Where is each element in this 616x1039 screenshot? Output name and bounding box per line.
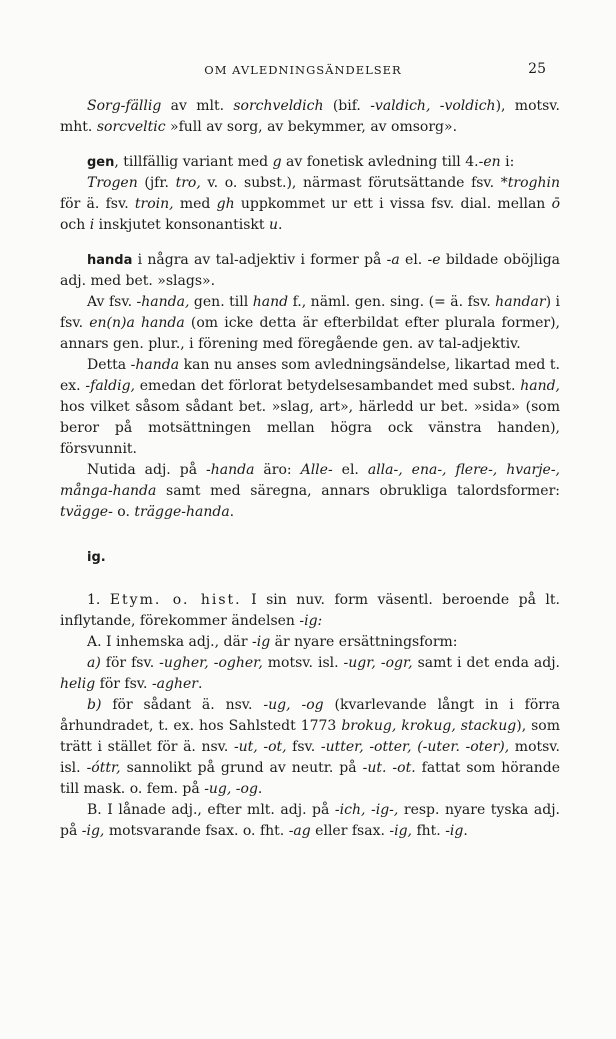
text: (om icke detta är efterbildat efter plurala former), annars gen. plur., i förening med föregående gen. av tal-adjektiv.: [60, 315, 560, 352]
text: för fsv.: [95, 676, 152, 692]
text: ), som trätt i stället för ä. nsv.: [60, 718, 561, 755]
term: -en: [478, 154, 501, 170]
text: gen. till: [189, 294, 253, 310]
paragraph-handa-suffix: [60, 355, 560, 460]
text: sannolikt på grund av neutr. på: [120, 760, 363, 776]
text: i:: [500, 154, 515, 170]
text: inskjutet konsonantiskt: [94, 217, 269, 233]
text: hos vilket såsom sådant bet. »slag, art», härledd ur bet. »sida» (som beror på motsättningen mellan högra ock vänstra handen), försvunnit.: [60, 399, 560, 457]
headword: handa: [87, 253, 133, 268]
term: -ag: [288, 823, 311, 839]
headword: ig.: [87, 550, 106, 565]
term: Trogen: [87, 175, 138, 191]
text: och: [60, 217, 90, 233]
term: tro,: [175, 175, 201, 191]
text: Nutida adj. på: [87, 462, 207, 478]
text: el.: [332, 462, 368, 478]
text: Av fsv.: [87, 294, 137, 310]
paragraph-ig-a-b: [60, 695, 560, 800]
text: .: [257, 781, 263, 797]
term: -ig:: [299, 613, 323, 629]
term: Sorg-fällig: [87, 98, 162, 114]
term: sorcveltic: [96, 119, 166, 135]
term: -agher: [151, 676, 198, 692]
term: u: [268, 217, 278, 233]
paragraph-ig-a: [60, 632, 560, 653]
paragraph-sorg-fallig: [60, 96, 560, 138]
text: , tillfällig variant med: [114, 154, 273, 170]
term: -valdich, -voldich: [370, 98, 496, 114]
text: för sådant ä. nsv.: [101, 697, 264, 713]
text: Detta: [87, 357, 131, 373]
text: el.: [399, 252, 428, 268]
term: a): [87, 655, 101, 671]
term: b): [87, 697, 102, 713]
text: fattat som hörande till mask. o. fem. på: [60, 760, 560, 797]
text: för ä. fsv.: [60, 196, 135, 212]
term: troin,: [134, 196, 174, 212]
term: handar: [495, 294, 546, 310]
text: motsv. isl.: [262, 655, 344, 671]
term: -ug, -og: [204, 781, 258, 797]
entry-gen: [60, 152, 560, 236]
running-header: [60, 63, 546, 77]
text: motsv. isl.: [60, 739, 561, 776]
term: tvägge-: [60, 504, 113, 520]
text: »full av sorg, av bekymmer, av omsorg».: [165, 119, 458, 135]
term: -e: [427, 252, 441, 268]
text: .: [229, 504, 235, 520]
term: brokug, krokug, stackug: [341, 718, 517, 734]
text: .: [278, 217, 283, 233]
headword: gen: [87, 155, 115, 170]
spaced-heading: Etym. o. hist.: [109, 592, 242, 608]
paragraph-handa-etym: [60, 292, 560, 355]
term: hand,: [520, 378, 560, 394]
term: -ig: [251, 634, 271, 650]
term: -faldig,: [85, 378, 135, 394]
text: av fonetisk avledning till 4.: [281, 154, 479, 170]
term: -ut, -ot,: [233, 739, 287, 755]
text: motsvarande fsax. o. fht.: [104, 823, 289, 839]
term: -ugr, -ogr,: [343, 655, 413, 671]
text: B. I lånade adj., efter mlt. adj. på: [87, 802, 335, 818]
term: -óttr,: [86, 760, 121, 776]
text: fsv.: [286, 739, 321, 755]
term: -ig,: [81, 823, 105, 839]
term: -ig,: [389, 823, 412, 839]
term: alla-, ena-, flere-, hvarje-, många-handa: [60, 462, 561, 499]
text: f., näml. gen. sing. (= ä. fsv.: [288, 294, 496, 310]
entry-ig-heading: [60, 547, 560, 568]
term: -ut. -ot.: [362, 760, 416, 776]
text: kan nu anses som avledningsändelse, likartad med t. ex.: [60, 357, 560, 394]
term: i: [89, 217, 95, 233]
text: ) i fsv.: [60, 294, 561, 331]
text: v. o. subst.), närmast förutsättande fsv.: [200, 175, 501, 191]
page-body: [60, 96, 560, 842]
text: bildade oböjliga adj. med bet. »slags».: [60, 252, 561, 289]
term: g: [272, 154, 282, 170]
text: o.: [112, 504, 135, 520]
text: resp. nyare tyska adj. på: [60, 802, 560, 839]
text: för fsv.: [100, 655, 160, 671]
page-number: 25: [528, 61, 546, 77]
text: av mlt.: [161, 98, 234, 114]
term: en(n)a handa: [89, 315, 185, 331]
term: *troghin: [500, 175, 560, 191]
header-title: OM AVLEDNINGSÄNDELSER: [204, 63, 402, 77]
text: fht.: [412, 823, 446, 839]
term: -handa: [130, 357, 180, 373]
term: hand: [252, 294, 289, 310]
paragraph-ig-b: [60, 800, 560, 842]
text: .: [463, 823, 468, 839]
text: med: [173, 196, 217, 212]
paragraph-handa-modern: [60, 460, 560, 523]
text: (kvarlevande långt in i förra århundradet, t. ex. hos Sahlstedt 1773: [60, 697, 561, 734]
term: -ugher, -ogher,: [159, 655, 263, 671]
term: -utter, -otter, (-uter. -oter),: [320, 739, 510, 755]
text: 1.: [87, 592, 110, 608]
term: trägge-handa: [134, 504, 230, 520]
term: -ich, -ig-,: [334, 802, 399, 818]
term: ō: [551, 196, 560, 212]
term: -ig: [445, 823, 464, 839]
entry-handa: [60, 250, 560, 292]
text: äro:: [254, 462, 301, 478]
paragraph-ig-etym: [60, 590, 560, 632]
text: är nyare ersättningsform:: [270, 634, 458, 650]
text: uppkommet ur ett i vissa fsv. dial. mellan: [234, 196, 552, 212]
text: A. I inhemska adj., där: [87, 634, 252, 650]
term: gh: [216, 196, 235, 212]
text: i några av tal-adjektiv i former på: [132, 252, 387, 268]
text: samt i det enda adj.: [412, 655, 561, 671]
term: -ug, -og: [263, 697, 324, 713]
term: -handa,: [136, 294, 190, 310]
text: (jfr.: [137, 175, 176, 191]
text: eller fsax.: [310, 823, 390, 839]
term: Alle-: [300, 462, 333, 478]
term: -handa: [206, 462, 255, 478]
text: emedan det förlorat betydelsesambandet med subst.: [135, 378, 521, 394]
text: ), motsv. mht.: [60, 98, 561, 135]
paragraph-ig-a-a: [60, 653, 560, 695]
text: I sin nuv. form väsentl. beroende på lt. inflytande, förekommer ändelsen: [60, 592, 560, 629]
text: .: [197, 676, 203, 692]
text: (bif.: [323, 98, 371, 114]
text: samt med säregna, annars obrukliga talordsformer:: [156, 483, 560, 499]
term: helig: [60, 676, 96, 692]
term: -a: [386, 252, 400, 268]
term: sorchveldich: [233, 98, 324, 114]
